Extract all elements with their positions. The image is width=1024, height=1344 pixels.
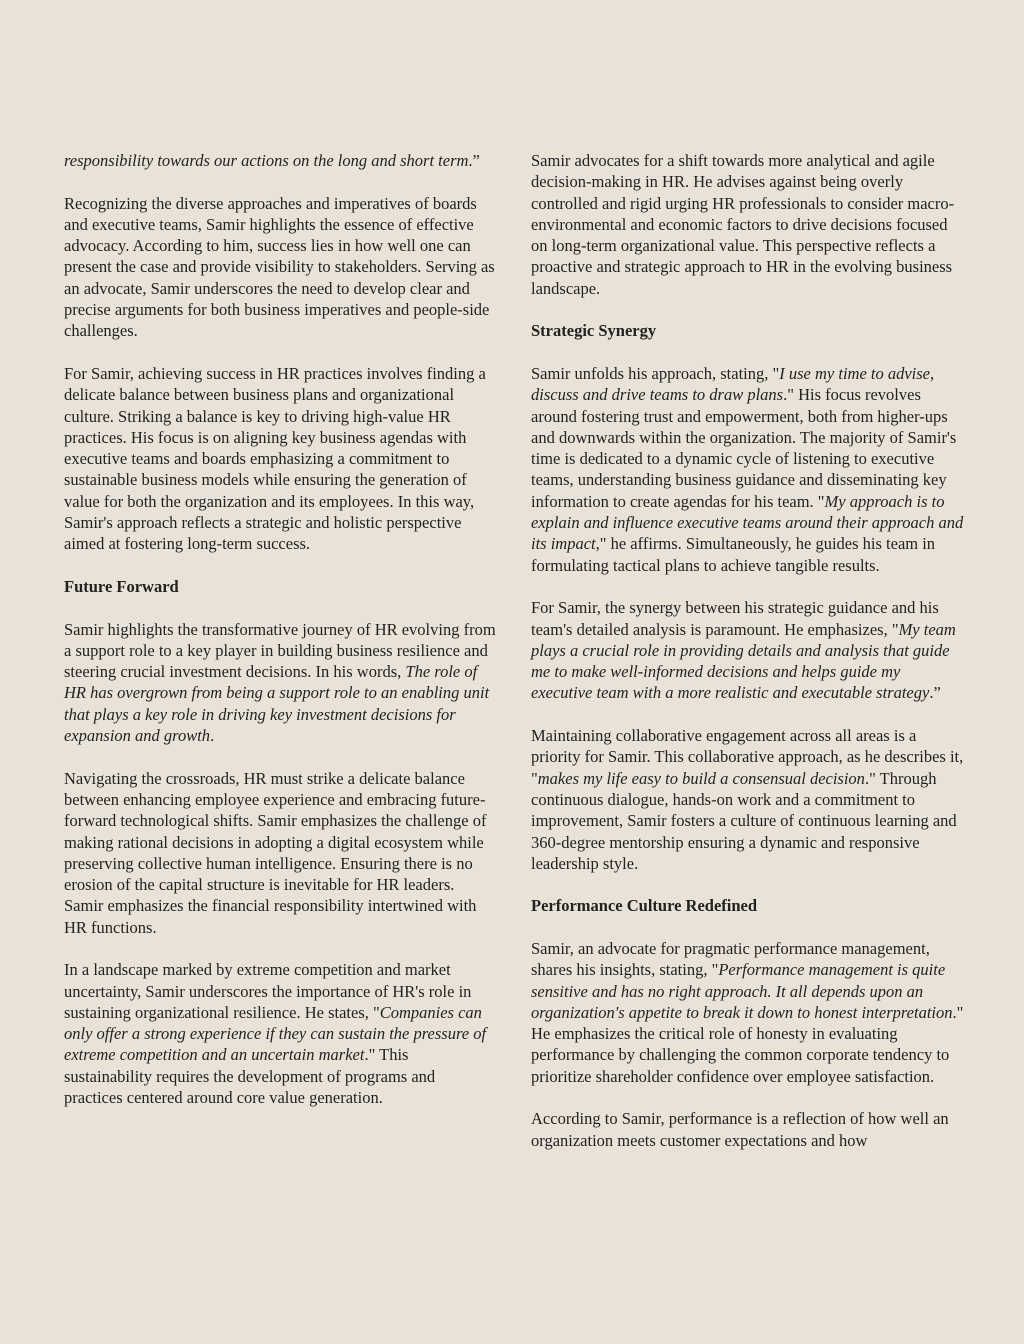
heading-strategic-synergy: Strategic Synergy bbox=[531, 321, 657, 341]
left-column bbox=[64, 150, 496, 1130]
paragraph-crossroads: Navigating the crossroads, HR must strike a delicate balance between enhancing employee experience and embracing future-forward technological shifts. Samir emphasizes the challenge of making rational decisions in adopting a digital ecosystem while preserving collective human intelligence. Ensuring there is no erosion of the capital structure is inevitable for HR leaders. Samir emphasizes the financial responsibility intertwined with HR functions. bbox=[64, 768, 487, 937]
quote-text: My team plays a crucial role in providing details and analysis that guide me to make well-informed decisions and helps guide my executive team with a more realistic and executable strategy bbox=[531, 619, 956, 703]
paragraph-agile-decisions: Samir advocates for a shift towards more analytical and agile decision-making in HR. He advises against being overly controlled and rigid urging HR professionals to consider macro-environmental and economic factors to drive decisions focused on long-term organizational value. This perspective reflects a proactive and strategic approach to HR in the evolving business landscape. bbox=[531, 151, 955, 298]
paragraph-resilience: In a landscape marked by extreme competition and market uncertainty, Samir underscores the importance of HR's role in sustaining organizational resilience. He states, "Companies can only offer a strong experience if they can sustain the pressure of extreme competition and an uncertain market." This sustainability requires the development of programs and practices centered around core value generation. bbox=[64, 960, 487, 1108]
paragraph-quote-end: responsibility towards our actions on the long and short term.” bbox=[64, 151, 480, 170]
paragraph-collaboration: Maintaining collaborative engagement across all areas is a priority for Samir. This collaborative approach, as he describes it, "makes my life easy to build a consensual decision." Through continuous dialogue, hands-on work and a commitment to improvement, Samir fosters a culture of continuous learning and 360-degree mentorship ensuring a dynamic and responsive leadership style. bbox=[531, 726, 964, 873]
heading-performance-culture: Performance Culture Redefined bbox=[531, 896, 758, 916]
quote-text: makes my life easy to build a consensual decision bbox=[537, 768, 865, 788]
quote-text: The role of HR has overgrown from being a support role to an enabling unit that plays a key role in driving key investment decisions for expansion and growth bbox=[64, 662, 490, 746]
quote-text: Performance management is quite sensitive and has no right approach. It all depends upon an organization's appetite to break it down to honest interpretation bbox=[531, 960, 953, 1022]
quote-text: I use my time to advise, discuss and drive teams to draw plans bbox=[531, 363, 935, 405]
quote-text: Companies can only offer a strong experience if they can sustain the pressure of extreme competition and an uncertain market bbox=[64, 1002, 487, 1065]
paragraph-performance-management: Samir, an advocate for pragmatic performance management, shares his insights, stating, "Performance management is quite sensitive and has no right approach. It all depends upon an organization's appetite to break it down to honest interpretation." He emphasizes the critical role of honesty in evaluating performance by challenging the common corporate tendency to prioritize shareholder confidence over employee satisfaction. bbox=[531, 938, 964, 1086]
paragraph-advocacy: Recognizing the diverse approaches and imperatives of boards and executive teams, Samir highlights the essence of effective advocacy. According to him, success lies in how well one can present the case and provide visibility to stakeholders. Serving as an advocate, Samir underscores the need to develop clear and precise arguments for both business imperatives and people-side challenges. bbox=[64, 193, 495, 341]
paragraph-performance-reflection: According to Samir, performance is a reflection of how well an organization meets customer expectations and how bbox=[531, 1109, 949, 1150]
paragraph-balance: For Samir, achieving success in HR practices involves finding a delicate balance between business plans and organizational culture. Striking a balance is key to driving high-value HR practices. His focus is on aligning key business agendas with executive teams and boards emphasizing a commitment to sustainable business models while ensuring the generation of value for both the organization and its employees. In this way, Samir's approach reflects a strategic and holistic perspective aimed at fostering long-term success. bbox=[64, 363, 486, 554]
quote-text: My approach is to explain and influence executive teams around their approach and its impact bbox=[531, 491, 964, 554]
heading-future-forward: Future Forward bbox=[64, 576, 179, 596]
quote-text: responsibility towards our actions on the long and short term bbox=[64, 151, 469, 170]
paragraph-approach: Samir unfolds his approach, stating, "I use my time to advise, discuss and drive teams to draw plans." His focus revolves around fostering trust and empowerment, both from higher-ups and downwards within the organization. The majority of Samir's time is dedicated to a dynamic cycle of listening to executive teams, understanding business guidance and disseminating key information to create agendas for his team. "My approach is to explain and influence executive teams around their approach and its impact," he affirms. Simultaneously, he guides his team in formulating tactical plans to achieve tangible results. bbox=[531, 363, 964, 575]
paragraph-team-analysis: For Samir, the synergy between his strategic guidance and his team's detailed analysis is paramount. He emphasizes, "My team plays a crucial role in providing details and analysis that guide me to make well-informed decisions and helps guide my executive team with a more realistic and executable strategy.” bbox=[531, 598, 956, 703]
right-column bbox=[531, 150, 965, 1172]
paragraph-transformative-journey: Samir highlights the transformative journey of HR evolving from a support role to a key player in building business resilience and steering crucial investment decisions. In his words, The role of HR has overgrown from being a support role to an enabling unit that plays a key role in driving key investment decisions for expansion and growth. bbox=[64, 619, 496, 746]
